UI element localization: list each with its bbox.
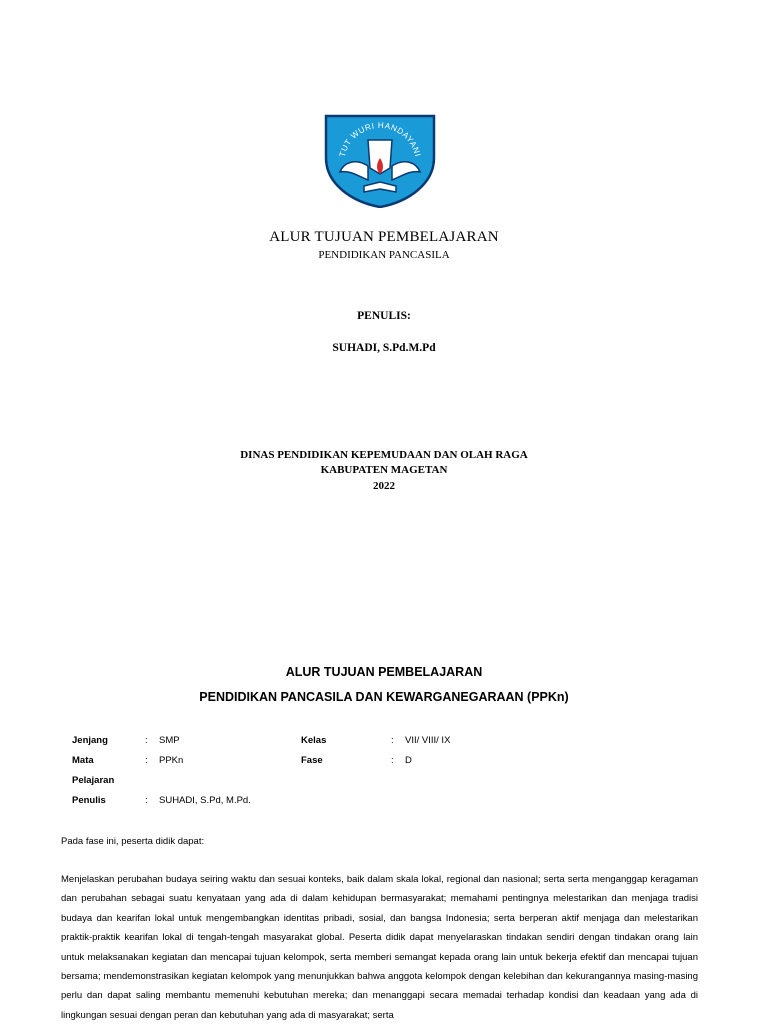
jenjang-label: Jenjang xyxy=(72,735,108,746)
penulis-colon: : xyxy=(145,795,148,806)
section-title: ALUR TUJUAN PEMBELAJARAN xyxy=(285,665,483,679)
fase-label: Fase xyxy=(301,755,323,766)
fase-colon: : xyxy=(391,755,394,766)
cover-year: 2022 xyxy=(373,480,395,492)
penulis-value: SUHADI, S.Pd, M.Pd. xyxy=(159,795,251,806)
logo-motto: TUT WURI HANDAYANI xyxy=(337,120,423,158)
penulis-label: Penulis xyxy=(72,795,106,806)
jenjang-value: SMP xyxy=(159,735,180,746)
mata-pelajaran-colon: : xyxy=(145,755,148,766)
intro-text: Pada fase ini, peserta didik dapat: xyxy=(61,836,205,847)
author-name: SUHADI, S.Pd.M.Pd xyxy=(332,342,436,354)
tut-wuri-handayani-logo xyxy=(320,112,440,208)
organization-line2: KABUPATEN MAGETAN xyxy=(320,464,448,476)
mata-pelajaran-label-line2: Pelajaran xyxy=(72,775,115,786)
kelas-value: VII/ VIII/ IX xyxy=(405,735,451,746)
section-subtitle: PENDIDIKAN PANCASILA DAN KEWARGANEGARAAN (PPKn) xyxy=(199,690,569,704)
organization-line1: DINAS PENDIDIKAN KEPEMUDAAN DAN OLAH RAGA xyxy=(240,449,528,461)
kelas-label: Kelas xyxy=(301,735,327,746)
jenjang-colon: : xyxy=(145,735,148,746)
mata-pelajaran-label-line1: Mata xyxy=(72,755,94,766)
cover-subtitle: PENDIDIKAN PANCASILA xyxy=(318,249,450,261)
mata-pelajaran-value: PPKn xyxy=(159,755,184,766)
cover-title: ALUR TUJUAN PEMBELAJARAN xyxy=(269,229,499,245)
body-paragraph: Menjelaskan perubahan budaya seiring waktu dan sesuai konteks, baik dalam skala lokal, regional dan nasional; serta serta menganggap keragaman dan perubahan sebagai suatu kenyataan yang ada di dalam kehidupan bermasyarakat; memahami pentingnya melestarikan dan menjaga tradisi budaya dan kearifan lokal untuk mengembangkan identitas pribadi, sosial, dan bangsa Indonesia; serta berperan aktif menjaga dan melestarikan praktik-praktik kearifan lokal di tengah-tengah masyarakat global. Peserta didik dapat menyelaraskan tindakan sendiri dengan tindakan orang lain untuk melaksanakan kegiatan dan mencapai tujuan kelompok, serta memberi semangat kepada orang lain untuk bekerja efektif dan mencapai tujuan bersama; mendemonstrasikan kegiatan kelompok yang menunjukkan bahwa anggota kelompok dengan kelebihan dan kekurangannya masing-masing perlu dan dapat saling membantu memenuhi kebutuhan mereka; dan menanggapi secara memadai terhadap kondisi dan keadaan yang ada di lingkungan sesuai dengan peran dan kebutuhan yang ada di masyarakat; serta xyxy=(61,874,698,1021)
kelas-colon: : xyxy=(391,735,394,746)
fase-value: D xyxy=(405,755,412,766)
author-heading: PENULIS: xyxy=(357,310,411,322)
